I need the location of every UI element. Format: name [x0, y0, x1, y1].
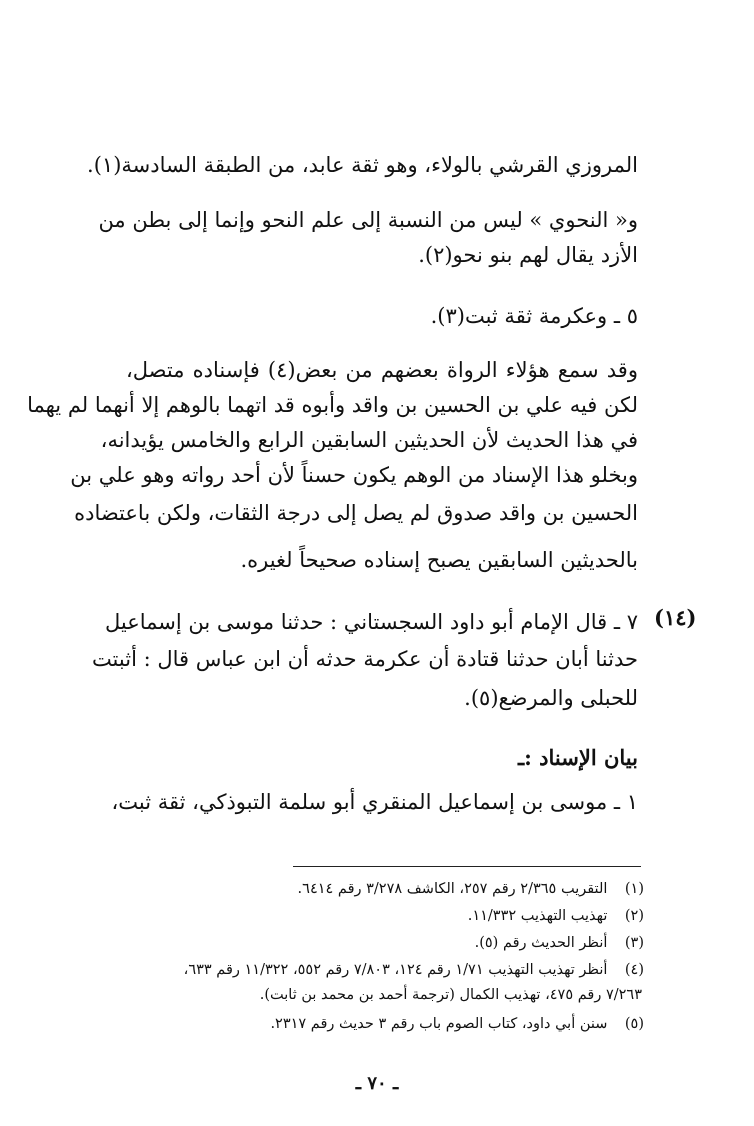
text-line: وبخلو هذا الإسناد من الوهم يكون حسناً لأن أحد رواته وهو علي بن — [70, 463, 638, 487]
footnote-number: (١) — [624, 881, 644, 897]
text-line: وقد سمع هؤلاء الرواة بعضهم من بعض(٤) فإسناده متصل، — [126, 358, 638, 382]
page-number: ـ ٧٠ ـ — [355, 1073, 399, 1094]
footnote-text: سنن أبي داود، كتاب الصوم باب رقم ٣ حديث رقم ٢٣١٧. — [270, 1016, 608, 1032]
text-line: الأزد يقال لهم بنو نحو(٢). — [418, 243, 638, 267]
footnote — [99, 959, 644, 981]
footnote-number: (٣) — [624, 935, 644, 951]
footnote-number: (٤) — [624, 962, 644, 978]
footnote — [99, 905, 644, 927]
section-heading: بيان الإسناد :ـ — [517, 745, 638, 770]
text-line: لكن فيه علي بن الحسين بن واقد وأبوه قد اتهما بالوهم إلا أنهما لم يهما — [27, 393, 638, 417]
footnote-text: أنظر تهذيب التهذيب ١/٧١ رقم ١٢٤، ٧/٨٠٣ رقم ٥٥٢، ١١/٣٢٢ رقم ٦٣٣، — [183, 962, 608, 978]
footnote-divider — [293, 866, 641, 867]
footnote-number: (٢) — [624, 908, 644, 924]
footnote — [99, 1013, 644, 1035]
footnote-number: (٥) — [624, 1016, 644, 1032]
text-line: في هذا الحديث لأن الحديثين السابقين الرابع والخامس يؤيدانه، — [100, 428, 638, 452]
text-line: ٧ ـ قال الإمام أبو داود السجستاني : حدثنا موسى بن إسماعيل — [105, 610, 638, 634]
text-line: للحبلى والمرضع(٥). — [464, 686, 638, 710]
text-line: و« النحوي » ليس من النسبة إلى علم النحو وإنما إلى بطن من — [98, 208, 638, 232]
hadith-number: (١٤) — [654, 605, 697, 630]
footnote — [99, 932, 644, 954]
footnote — [99, 878, 644, 900]
text-line: بالحديثين السابقين يصبح إسناده صحيحاً لغيره. — [240, 548, 638, 572]
text-line: ١ ـ موسى بن إسماعيل المنقري أبو سلمة التبوذكي، ثقة ثبت، — [111, 790, 638, 814]
footnote-continuation: ٧/٢٦٣ رقم ٤٧٥، تهذيب الكمال (ترجمة أحمد بن محمد بن ثابت). — [259, 987, 642, 1003]
footnote-text: أنظر الحديث رقم (٥). — [474, 935, 608, 951]
footnote-text: التقريب ٢/٣٦٥ رقم ٢٥٧، الكاشف ٣/٢٧٨ رقم ٦٤١٤. — [297, 881, 608, 897]
text-line: المروزي القرشي بالولاء، وهو ثقة عابد، من الطبقة السادسة(١). — [87, 153, 638, 177]
text-line: ٥ ـ وعكرمة ثقة ثبت(٣). — [430, 304, 638, 328]
footnote-text: تهذيب التهذيب ١١/٣٣٢. — [467, 908, 608, 924]
text-line: الحسين بن واقد صدوق لم يصل إلى درجة الثقات، ولكن باعتضاده — [74, 501, 638, 525]
text-line: حدثنا أبان حدثنا قتادة أن عكرمة حدثه أن ابن عباس قال : أثبتت — [91, 647, 638, 671]
